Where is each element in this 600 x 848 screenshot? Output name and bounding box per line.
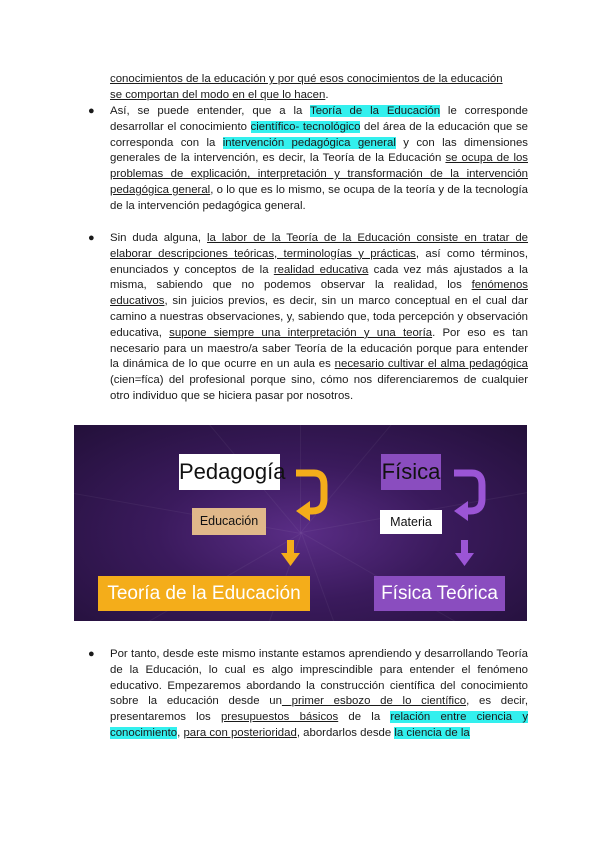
fisica-box: Física bbox=[381, 454, 441, 490]
underlined-text: realidad educativa bbox=[273, 263, 369, 276]
down-arrow-icon bbox=[461, 540, 468, 554]
underlined-text: para con posterioridad bbox=[183, 726, 297, 739]
arrowhead-icon bbox=[455, 553, 474, 566]
pedagogia-box: Pedagogía bbox=[179, 454, 280, 490]
down-arrow-icon bbox=[287, 540, 294, 554]
highlighted-text: Teoría de la Educación bbox=[310, 105, 441, 117]
underlined-text: se ocupa de los problemas de explicación, interpretación y transformación de la intervención pedagógica general bbox=[110, 152, 528, 196]
highlighted-text: intervención pedagógica general bbox=[222, 136, 396, 149]
bullet-icon: ● bbox=[88, 232, 95, 244]
underlined-text: primer esbozo de lo científico bbox=[281, 695, 467, 708]
teoria-educacion-box: Teoría de la Educación bbox=[98, 576, 310, 611]
underlined-text: la labor de la Teoría de la Educación consiste en tratar de elaborar descripciones teóricas, terminologías y prácticas bbox=[110, 232, 529, 260]
bullet-paragraph-labor: ● Sin duda alguna, la labor de la Teoría de la Educación consiste en tratar de elaborar descripciones teóricas, terminologías y prácticas, así como términos, enunciados y conceptos de la realidad educativa cada vez más ajustados a la misma, sabiendo que no podemos observar la realidad, los fenómenos educativos, sin juicios previos, es decir, sin un marco conceptual en el cual dar camino a nuestras observaciones, y, sabiendo que, toda percepción y observación educativa, supone siempre una interpretación y una teoría. Por eso es tan necesario para un maestro/a saber Teoría de la educación porque para entender la dinámica de lo que ocurre en un aula es necesario cultivar el alma pedagógica (cien=fíca) del profesional porque sino, cómo nos diferenciaremos de cualquier otro individuo que se hiciera pasar por nosotros. bbox=[88, 232, 529, 402]
highlighted-text: relación entre ciencia y conocimiento bbox=[110, 711, 529, 739]
paragraph-continuation: conocimientos de la educación y por qué esos conocimientos de la educación se comportan del modo en el que lo hacen. bbox=[110, 73, 503, 101]
materia-box: Materia bbox=[380, 510, 442, 534]
educacion-box: Educación bbox=[192, 508, 266, 535]
arrowhead-icon bbox=[454, 501, 468, 521]
bullet-paragraph-por-tanto: ● Por tanto, desde este mismo instante estamos aprendiendo y desarrollando Teoría de la Educación, lo cual es algo imprescindible para entender el fenómeno educativo. Empezaremos abordando la construcción científica del conocimiento sobre la educación desde un primer esbozo de lo científico, es decir, presentaremos los presupuestos básicos de la relación entre ciencia y conocimiento, para con posterioridad, abordarlos desde la ciencia de la bbox=[88, 648, 529, 739]
underlined-text: supone siempre una interpretación y una teoría bbox=[169, 326, 433, 339]
bullet-icon: ● bbox=[88, 105, 95, 117]
underlined-text: fenómenos educativos bbox=[110, 279, 528, 308]
underlined-text: conocimientos de la educación y por qué esos conocimientos de la educación bbox=[110, 73, 503, 85]
fisica-teorica-box: Física Teórica bbox=[374, 576, 505, 611]
bullet-paragraph-teoria: ● Así, se puede entender, que a la Teoría de la Educación le corresponde desarrollar el conocimiento científico- tecnológico del área de la educación que se corresponda con la intervención pedagógica general y con las dimensiones generales de la intervención, es decir, la Teoría de la Educación se ocupa de los problemas de explicación, interpretación y transformación de la intervención pedagógica general, o lo que es lo mismo, se ocupa de la teoría y de la tecnología de la intervención pedagógica general. bbox=[88, 105, 529, 212]
arrowhead-icon bbox=[296, 501, 310, 521]
bullet-icon: ● bbox=[88, 648, 95, 660]
underlined-text: necesario cultivar el alma pedagógica bbox=[334, 358, 528, 371]
highlighted-text: la ciencia de la bbox=[394, 726, 470, 739]
underlined-text: presupuestos básicos bbox=[220, 711, 339, 724]
underlined-text: se comportan del modo en el que lo hacen bbox=[110, 88, 326, 101]
highlighted-text: científico- tecnológico bbox=[250, 120, 361, 133]
arrowhead-icon bbox=[281, 553, 300, 566]
concept-diagram bbox=[74, 425, 527, 621]
